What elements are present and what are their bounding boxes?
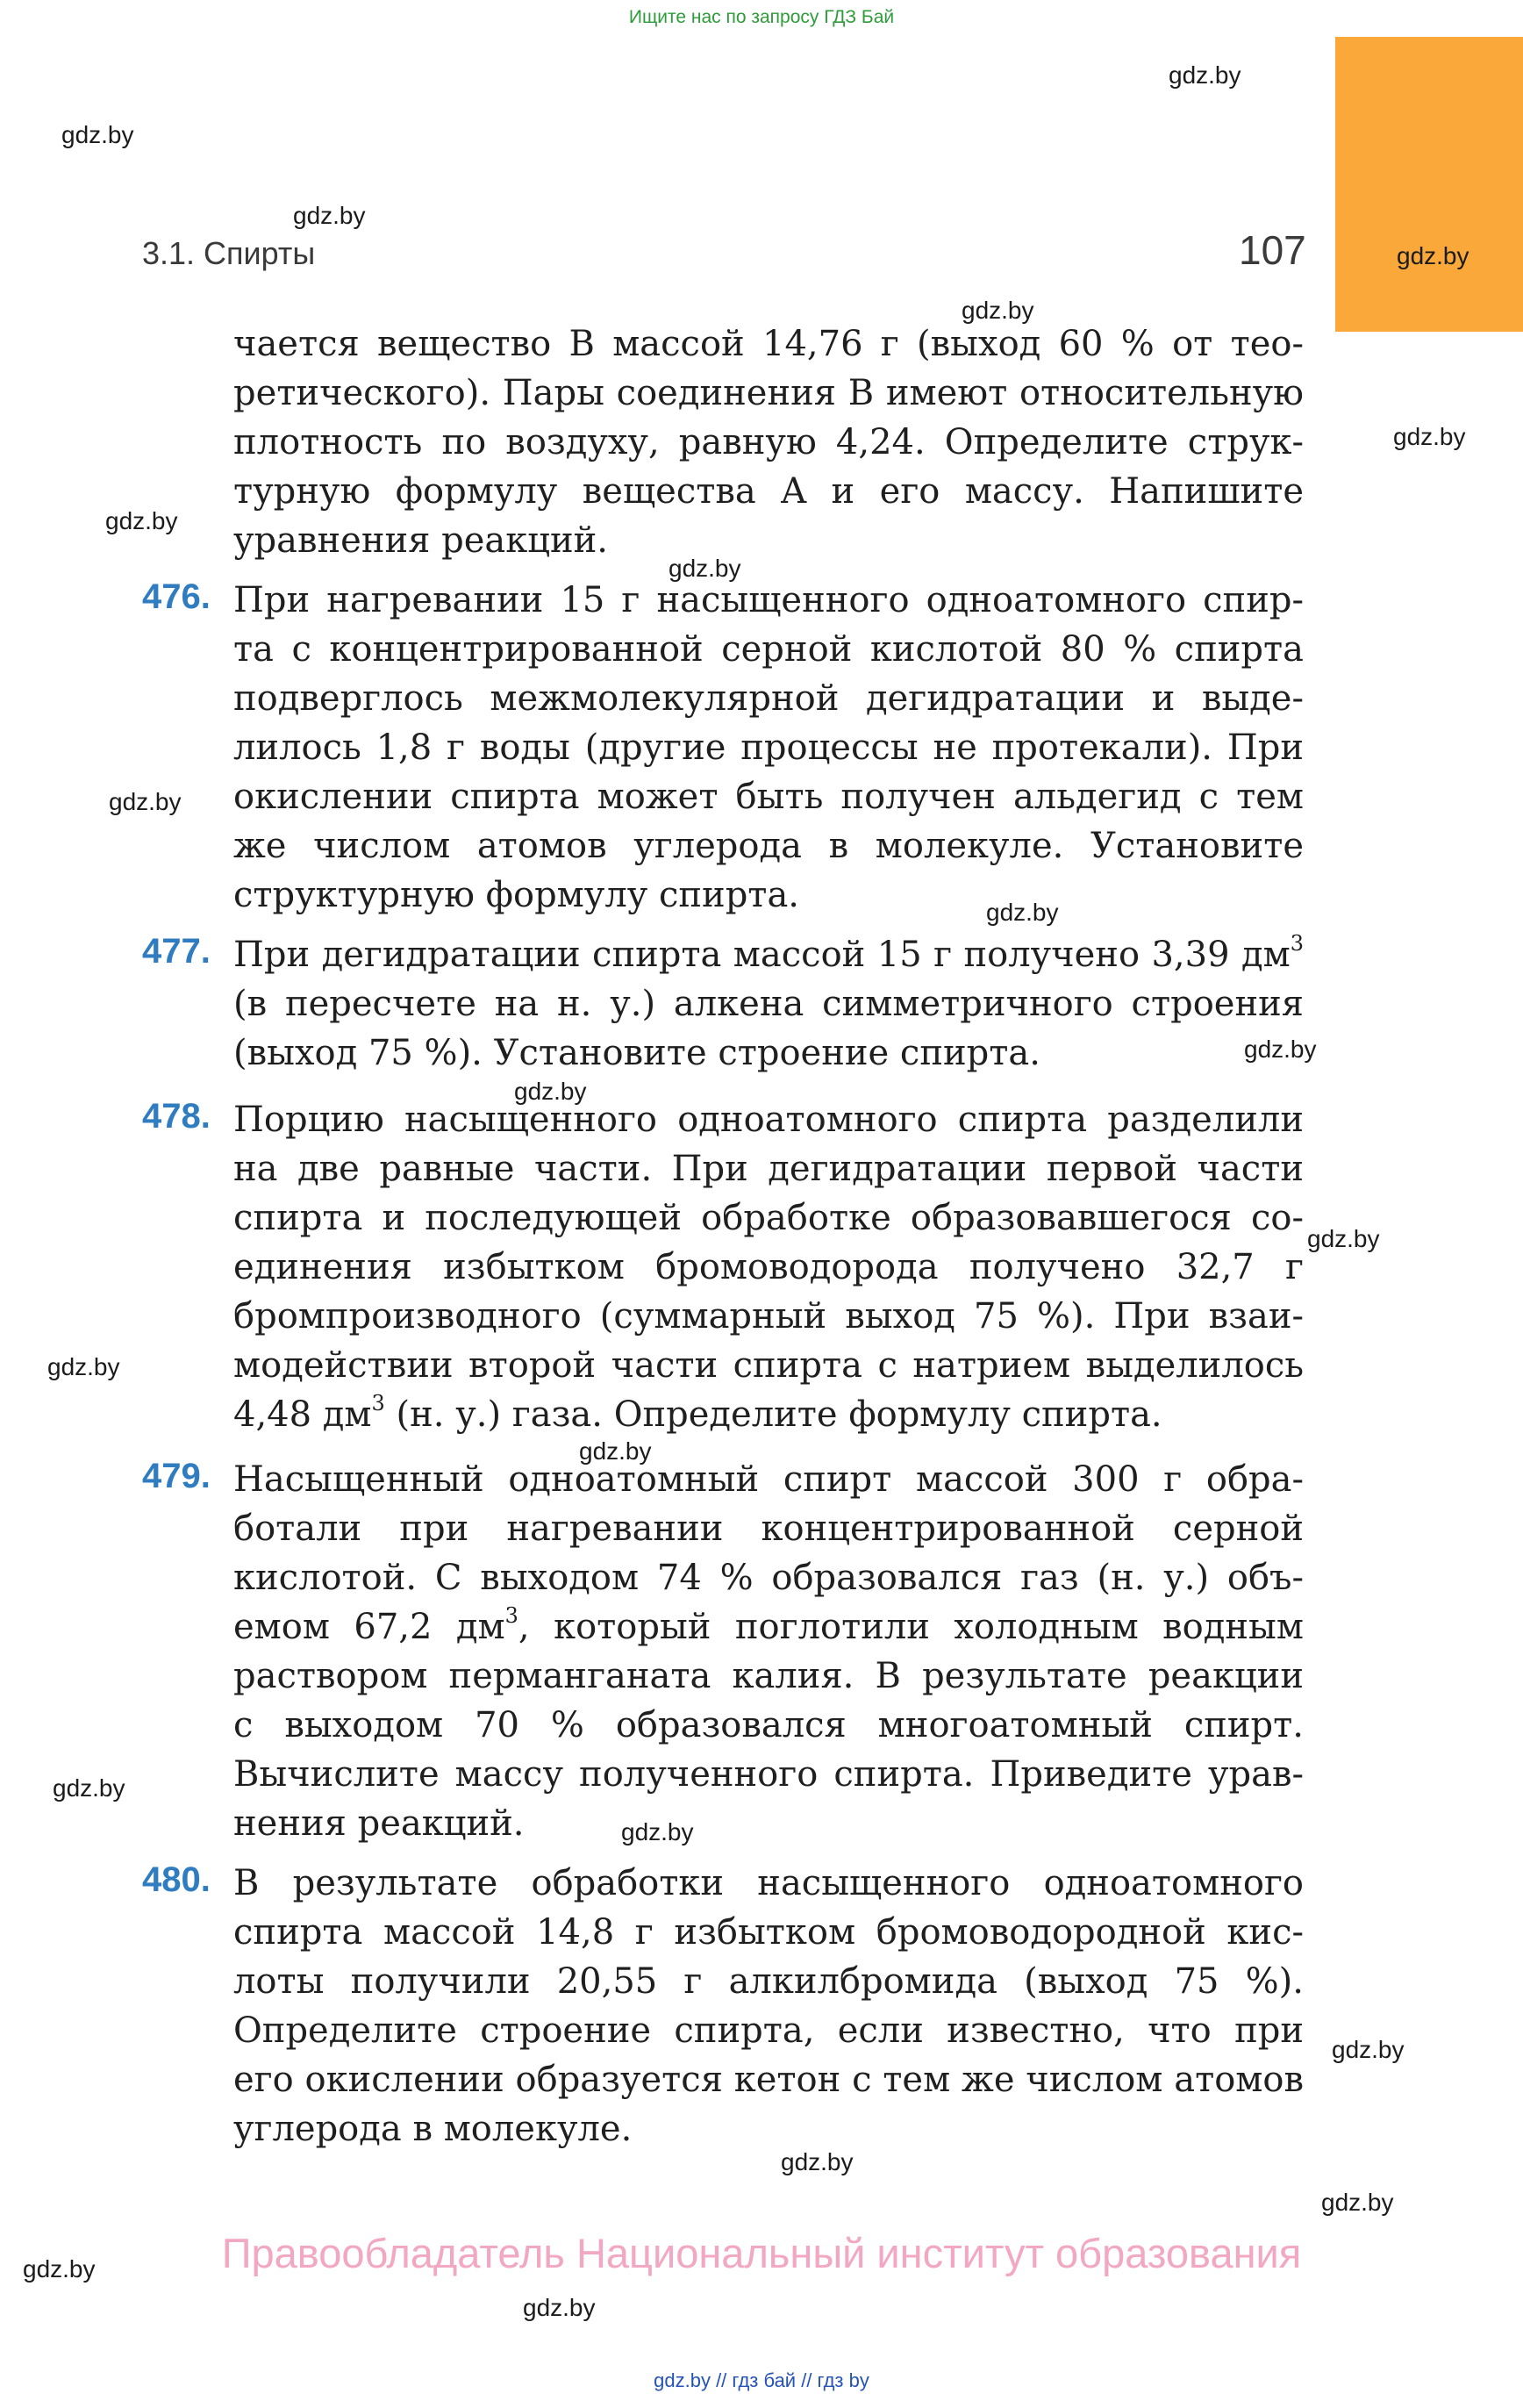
superscript: 3 [371, 1391, 385, 1415]
watermark: gdz.by [53, 1774, 125, 1802]
page-edge-tab [1335, 37, 1523, 332]
text-line: структурную формулу спирта. [233, 875, 799, 915]
watermark: gdz.by [109, 788, 182, 815]
problem-479 [233, 1455, 1304, 1848]
text-line: подверглось межмолекулярной дегидратации и выде- [233, 678, 1304, 719]
watermark: gdz.by [1397, 242, 1469, 269]
text-line: углерода в молекуле. [233, 2109, 633, 2149]
text-line: раствором перманганата калия. В результате реакции [233, 1656, 1304, 1696]
text-line: спирта массой 14,8 г избытком бромоводородной кис- [233, 1912, 1304, 1953]
text-run: емом 67,2 дм [233, 1607, 505, 1647]
problem-number: 479. [142, 1457, 211, 1495]
text-line: единения избытком бромоводорода получено 32,7 г [233, 1247, 1304, 1287]
watermark: gdz.by [293, 202, 366, 229]
watermark: gdz.by [579, 1437, 652, 1465]
text-line: лоты получили 20,55 г алкилбромида (выход 75 %). [233, 1961, 1304, 2002]
watermark: gdz.by [986, 899, 1059, 926]
superscript: 3 [1290, 931, 1304, 956]
text-line: бромпроизводного (суммарный выход 75 %). При взаи- [233, 1296, 1304, 1337]
watermark: gdz.by [105, 507, 178, 534]
text-line: его окислении образуется кетон с тем же числом атомов [233, 2060, 1304, 2100]
text-line: уравнения реакций. [233, 520, 608, 561]
text-line: Порцию насыщенного одноатомного спирта разделили [233, 1100, 1304, 1140]
problem-477 [233, 930, 1304, 1078]
problem-478 [233, 1095, 1304, 1439]
watermark: gdz.by [1332, 2036, 1405, 2063]
watermark: gdz.by [1307, 1225, 1380, 1252]
text-run: 4,48 дм [233, 1394, 372, 1435]
text-line: (выход 75 %). Установите строение спирта. [233, 1033, 1040, 1073]
text-line: же числом атомов углерода в молекуле. Установите [233, 826, 1304, 866]
watermark: gdz.by [61, 121, 134, 148]
watermark: gdz.by [669, 555, 741, 582]
watermark: gdz.by [1321, 2189, 1394, 2216]
watermark: gdz.by [621, 1818, 694, 1845]
problem-number: 480. [142, 1860, 211, 1899]
text-line: та с концентрированной серной кислотой 80 % спирта [233, 629, 1304, 670]
text-line: При нагревании 15 г насыщенного одноатомного спир- [233, 580, 1304, 620]
text-line: плотность по воздуху, равную 4,24. Определите струк- [233, 422, 1304, 462]
text-line: В результате обработки насыщенного одноатомного [233, 1863, 1304, 1903]
text-line: ботали при нагревании концентрированной серной [233, 1509, 1304, 1549]
text-line: лилось 1,8 г воды (другие процессы не протекали). При [233, 727, 1304, 768]
text-run: (н. у.) газа. Определите формулу спирта. [396, 1394, 1162, 1435]
text-line: чается вещество B массой 14,76 г (выход 60 % от тео- [233, 324, 1304, 364]
section-title: 3.1. Спирты [142, 235, 316, 271]
watermark: gdz.by [1393, 423, 1466, 450]
text-run: , который поглотили холодным водным [518, 1607, 1304, 1647]
text-line: на две равные части. При дегидратации первой части [233, 1149, 1304, 1189]
text-run: При дегидратации спирта массой 15 г получено 3,39 дм [233, 935, 1291, 975]
watermark: gdz.by [1244, 1036, 1317, 1063]
watermark: gdz.by [1169, 61, 1241, 89]
text-line: с выходом 70 % образовался многоатомный спирт. [233, 1705, 1304, 1745]
text-line: Вычислите массу полученного спирта. Приведите урав- [233, 1754, 1304, 1795]
watermark: gdz.by [523, 2294, 596, 2321]
text-line [233, 1602, 1304, 1652]
watermark: gdz.by [962, 297, 1034, 324]
copyright-notice: Правообладатель Национальный институт образования [221, 2230, 1302, 2276]
watermark: gdz.by [514, 1078, 587, 1105]
superscript: 3 [504, 1603, 518, 1628]
problem-number: 477. [142, 932, 211, 971]
text-line: Насыщенный одноатомный спирт массой 300 г обра- [233, 1459, 1304, 1500]
bottom-links[interactable]: gdz.by // гдз бай // гдз by [654, 2369, 869, 2391]
problem-continuation [233, 319, 1304, 565]
text-line: окислении спирта может быть получен альдегид с тем [233, 777, 1304, 817]
watermark: gdz.by [23, 2255, 96, 2283]
top-banner[interactable]: Ищите нас по запросу ГДЗ Бай [628, 7, 895, 27]
problem-480 [233, 1859, 1304, 2154]
text-line: нения реакций. [233, 1803, 525, 1844]
text-line: (в пересчете на н. у.) алкена симметричного строения [233, 984, 1304, 1024]
text-line: кислотой. С выходом 74 % образовался газ (н. у.) объ- [233, 1558, 1304, 1598]
text-line: ретического). Пары соединения B имеют относительную [233, 373, 1304, 413]
watermark: gdz.by [781, 2148, 854, 2175]
problem-number: 476. [142, 577, 211, 616]
text-line [233, 930, 1304, 979]
problem-number: 478. [142, 1097, 211, 1136]
text-line: Определите строение спирта, если известно, что при [233, 2010, 1304, 2051]
watermark: gdz.by [47, 1353, 120, 1380]
page-number: 107 [1239, 227, 1306, 273]
text-line: модействии второй части спирта с натрием выделилось [233, 1345, 1304, 1386]
text-line: турную формулу вещества A и его массу. Напишите [233, 471, 1304, 512]
text-line [233, 1390, 1304, 1439]
problem-476 [233, 576, 1304, 920]
text-line: спирта и последующей обработке образовавшегося со- [233, 1198, 1304, 1238]
